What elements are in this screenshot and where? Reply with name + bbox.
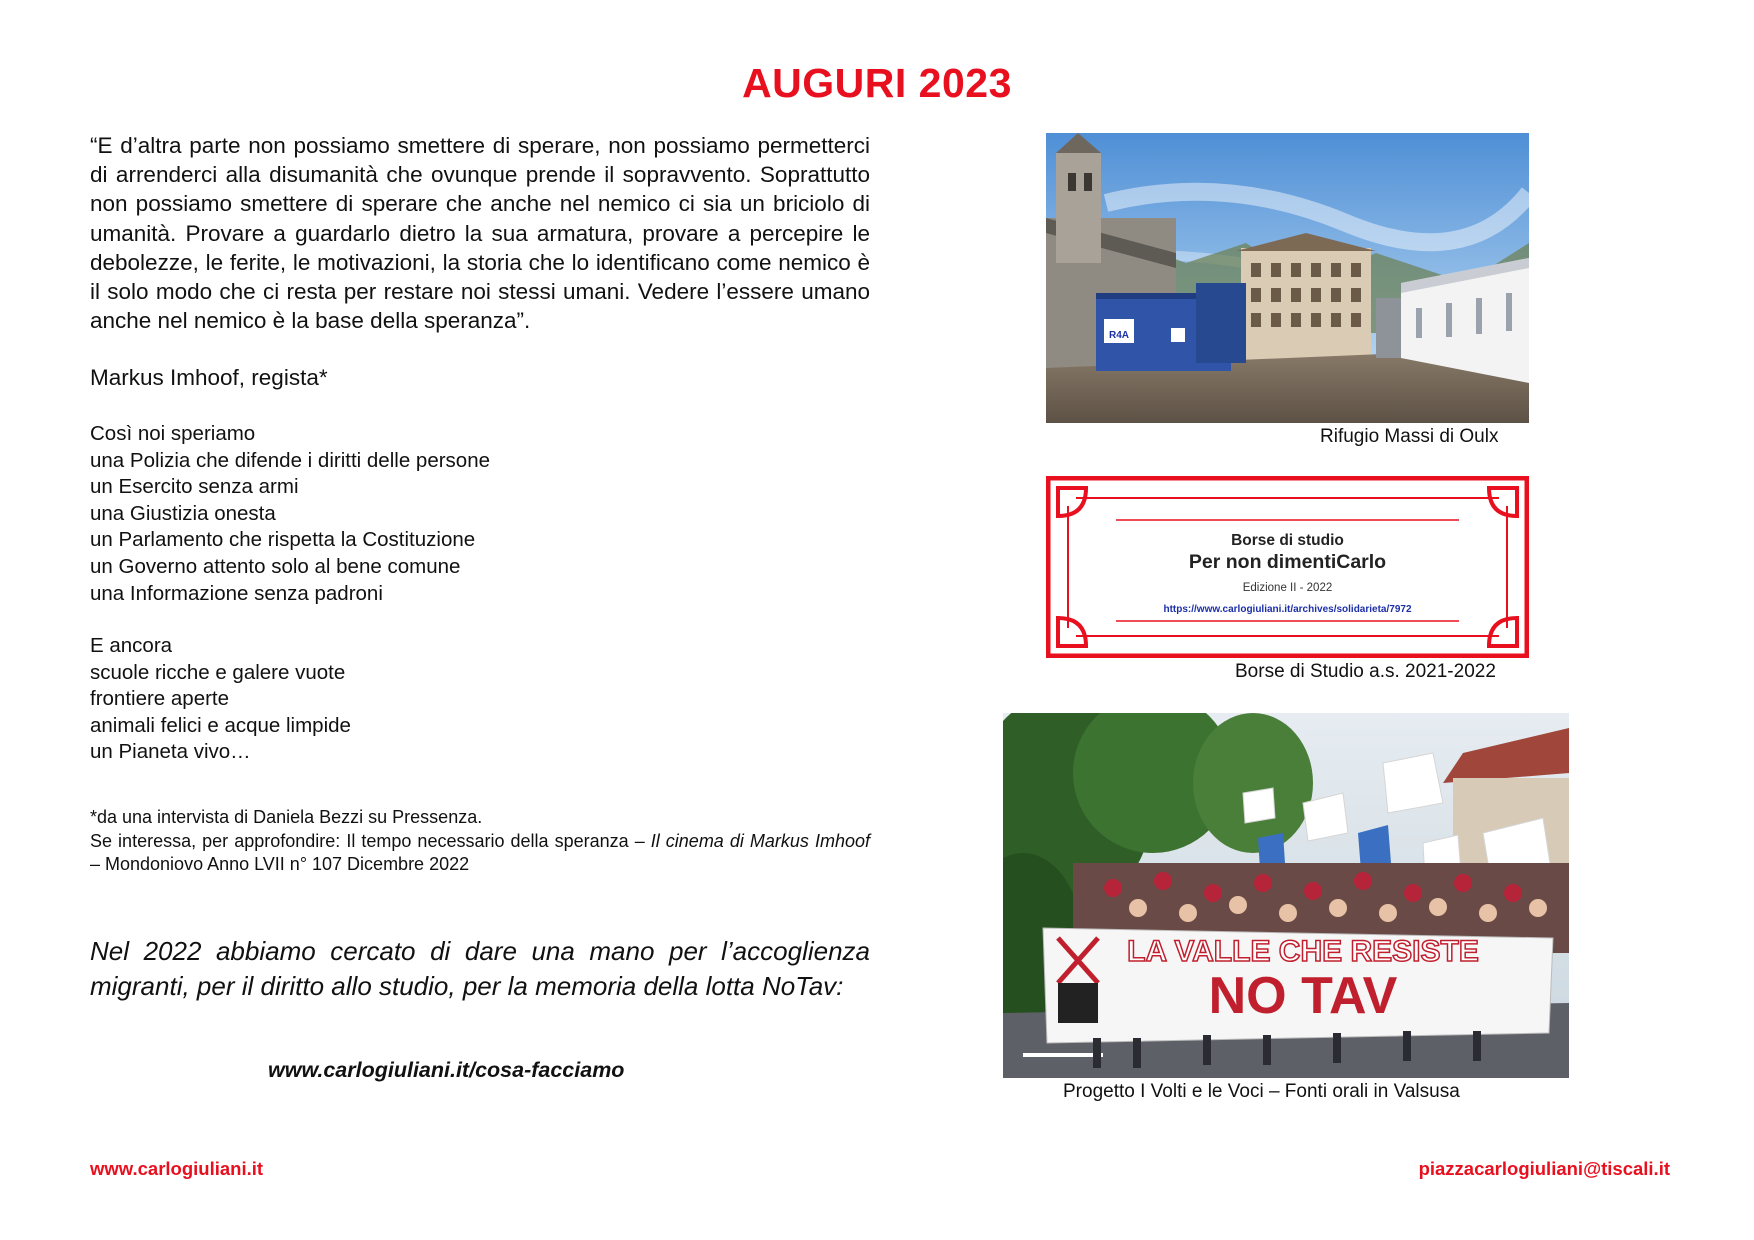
cosa-facciamo-link[interactable]: www.carlogiuliani.it/cosa-facciamo <box>268 1058 625 1082</box>
footer-email-link[interactable]: piazzacarlogiuliani@tiscali.it <box>1418 1158 1670 1179</box>
footer-website-link[interactable]: www.carlogiuliani.it <box>90 1158 264 1179</box>
notav-march-drawing <box>1003 713 1569 1078</box>
footnote-italic-title: Il cinema di Markus Imhoof <box>650 830 870 851</box>
list-item: scuole ricche e galere vuote <box>90 660 346 684</box>
footnote <box>90 806 870 877</box>
footnote-line-2 <box>90 830 870 877</box>
list-item: una Polizia che difende i diritti delle persone <box>90 448 491 472</box>
list-item: una Giustizia onesta <box>90 501 276 525</box>
list-item: Così noi speriamo <box>90 422 256 445</box>
refugio-photo-drawing <box>1046 133 1529 423</box>
refugio-photo <box>1046 133 1529 423</box>
list-item: frontiere aperte <box>90 687 230 711</box>
quote-author: Markus Imhoof, regista* <box>90 365 328 390</box>
list-item: una Informazione senza padroni <box>90 581 383 605</box>
borse-heading: Borse di studio <box>1231 532 1344 549</box>
footnote-prefix: Se interessa, per approfondire: Il tempo necessario della speranza – <box>90 830 651 851</box>
list-item: un Pianeta vivo… <box>90 740 251 764</box>
notav-march-photo <box>1003 713 1569 1078</box>
list-item: un Parlamento che rispetta la Costituzione <box>90 528 476 552</box>
borse-card-text <box>1046 476 1529 658</box>
borse-title: Per non dimentiCarlo <box>1188 551 1387 573</box>
footnote-suffix: – Mondoniovo Anno LVII n° 107 Dicembre 2022 <box>90 854 470 874</box>
borse-edition: Edizione II - 2022 <box>1242 582 1333 594</box>
refugio-caption: Rifugio Massi di Oulx <box>1320 426 1499 447</box>
banner-top-text: LA VALLE CHE RESISTE <box>1127 935 1479 968</box>
banner-main-text: NO TAV <box>1208 967 1398 1025</box>
footnote-line-1: *da una intervista di Daniela Bezzi su Pressenza. <box>90 807 483 827</box>
closing-text: Nel 2022 abbiamo cercato di dare una mano per l’accoglienza migranti, per il diritto allo studio, per la memoria della lotta NoTav: <box>90 936 870 1001</box>
quote-text: “E d’altra parte non possiamo smettere di sperare, non possiamo permetterci di arrenderci alla disumanità che ovunque prende il sopravvento. Soprattutto non possiamo smettere di sperare che anche nel nemico ci sia un briciolo di umanità. Provare a guardarlo dietro la sua armatura, provare a percepire le debolezze, le ferite, le motivazioni, la storia che lo identificano come nemico è il solo modo che ci resta per restare noi stessi umani. Vedere l’essere umano anche nel nemico è la base della speranza”. <box>90 133 870 334</box>
borse-url-link[interactable]: https://www.carlogiuliani.it/archives/solidarieta/7972 <box>1163 604 1412 615</box>
more-list <box>90 633 351 766</box>
container-sign: R4A <box>1108 330 1130 341</box>
borse-card <box>1046 476 1529 658</box>
list-item: E ancora <box>90 634 173 657</box>
page-title: AUGURI 2023 <box>742 60 1012 106</box>
list-item: un Esercito senza armi <box>90 475 299 499</box>
list-item: un Governo attento solo al bene comune <box>90 554 461 578</box>
borse-caption: Borse di Studio a.s. 2021-2022 <box>1235 661 1496 682</box>
march-caption: Progetto I Volti e le Voci – Fonti orali in Valsusa <box>1063 1081 1460 1102</box>
hopes-list <box>90 421 490 607</box>
list-item: animali felici e acque limpide <box>90 713 351 737</box>
